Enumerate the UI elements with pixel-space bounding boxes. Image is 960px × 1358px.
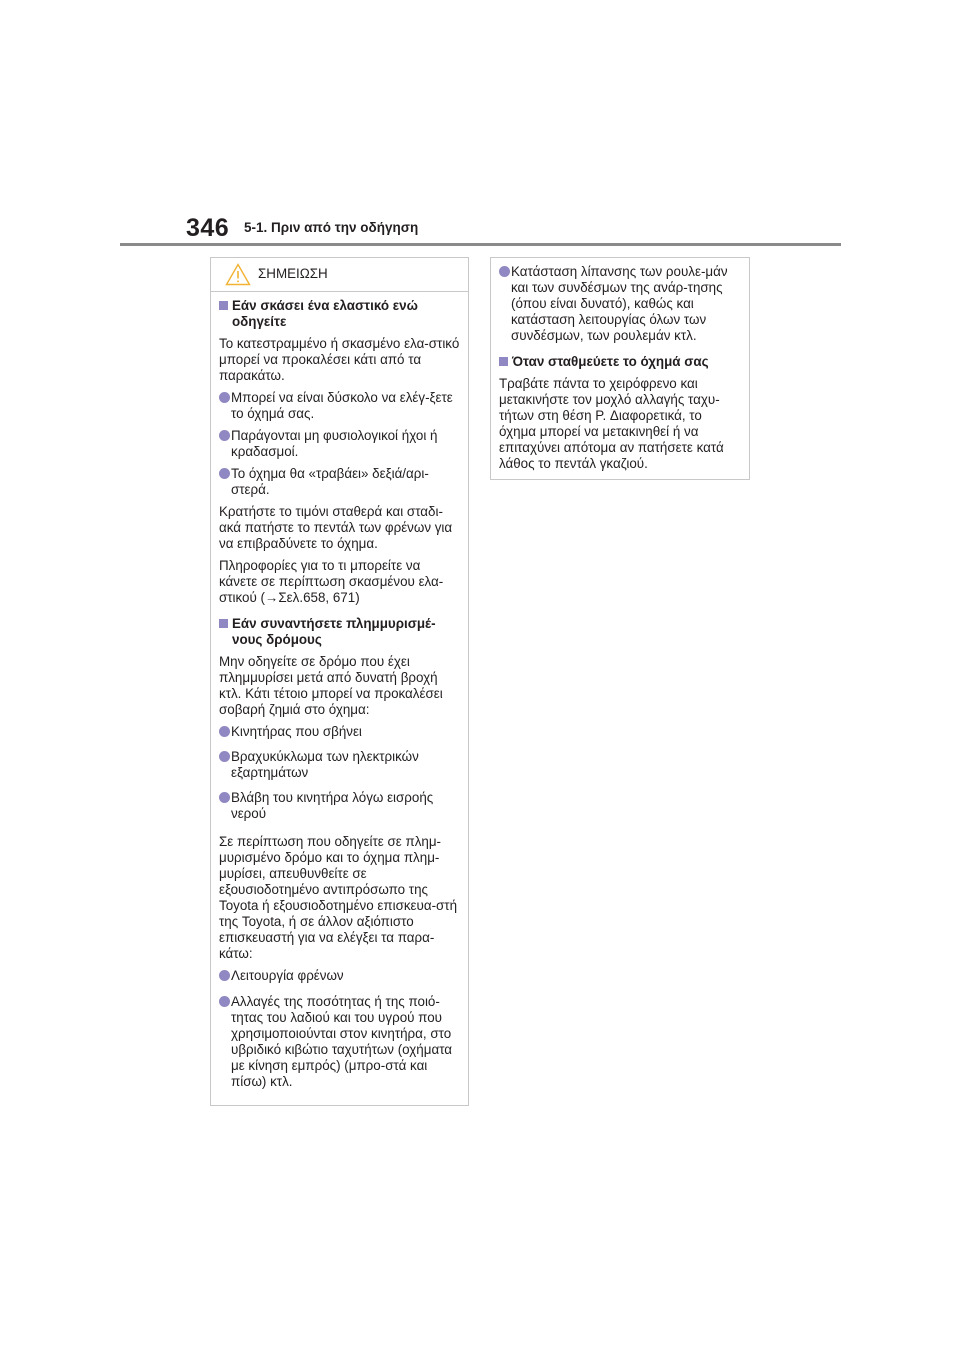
list-item-text: Βλάβη του κινητήρα λόγω εισροής νερού — [231, 790, 434, 821]
note-box-continued — [490, 257, 750, 480]
paragraph: Σε περίπτωση που οδηγείτε σε πλημ-μυρισμένο δρόμο και το όχημα πλημ-μυρίσει, απευθυνθείτε σε εξουσιοδοτημένο αντιπρόσωπο της Toyota ή εξουσιοδοτημένο επισκευα-στή της Toyota, ή σε άλλον αξιόπιστο επισκευαστή για να ελέγξει τα παρα-κάτω: — [219, 834, 458, 961]
heading-text: Εάν σκάσει ένα ελαστικό ενώ οδηγείτε — [232, 298, 418, 329]
round-bullet-icon — [219, 751, 230, 762]
heading-text: Εάν συναντήσετε πλημμυρισμέ-νους δρόμους — [232, 616, 436, 647]
page-number: 346 — [186, 214, 230, 242]
paragraph: Μην οδηγείτε σε δρόμο που έχει πλημμυρίσει μετά από δυνατή βροχή κτλ. Κάτι τέτοιο μπορεί να προκαλέσει σοβαρή ζημιά στο όχημα: — [219, 654, 443, 717]
list-item-text: Το όχημα θα «τραβάει» δεξιά/αρι-στερά. — [231, 466, 429, 497]
round-bullet-icon — [219, 468, 230, 479]
list-item — [219, 466, 461, 498]
round-bullet-icon — [219, 430, 230, 441]
list-item — [219, 968, 461, 984]
list-item — [219, 994, 461, 1090]
note-box — [210, 257, 469, 1106]
paragraph: Κρατήστε το τιμόνι σταθερά και σταδι-ακά πατήστε το πεντάλ των φρένων για να επιβραδύνετε το όχημα. — [219, 504, 453, 551]
header-rule — [120, 243, 841, 246]
list-item-text: Παράγονται μη φυσιολογικοί ήχοι ή κραδασμοί. — [231, 428, 438, 459]
list-item-text: Μπορεί να είναι δύσκολο να ελέγ-ξετε το όχημά σας. — [231, 390, 453, 421]
list-item — [219, 428, 461, 460]
round-bullet-icon — [219, 996, 230, 1007]
round-bullet-icon — [219, 392, 230, 403]
round-bullet-icon — [219, 792, 230, 803]
square-bullet-icon — [219, 619, 228, 628]
list-item-text: Λειτουργία φρένων — [231, 968, 344, 983]
heading-flooded-roads — [219, 616, 461, 648]
heading-flat-tire — [219, 298, 461, 330]
paragraph: Το κατεστραμμένο ή σκασμένο ελα-στικό μπορεί να προκαλέσει κάτι από τα παρακάτω. — [219, 336, 460, 383]
list-item — [219, 724, 461, 740]
section-title: 5-1. Πριν από την οδήγηση — [244, 220, 419, 235]
square-bullet-icon — [499, 357, 508, 366]
list-item — [219, 790, 461, 822]
round-bullet-icon — [219, 726, 230, 737]
paragraph: Πληροφορίες για το τι μπορείτε να κάνετε σε περίπτωση σκασμένου ελα-στικού (→Σελ.658, 671) — [219, 558, 444, 605]
paragraph: Τραβάτε πάντα το χειρόφρενο και μετακινήστε τον μοχλό αλλαγής ταχυ-τήτων στη θέση P. Διαφορετικά, το όχημα μπορεί να μετακινηθεί ή να επιταχύνει απότομα αν πατήσετε κατά λάθος το πεντάλ γκαζιού. — [499, 376, 724, 471]
heading-parking — [499, 354, 742, 370]
round-bullet-icon — [499, 266, 510, 277]
list-item — [219, 749, 461, 781]
note-title: ΣΗΜΕΙΩΣΗ — [258, 266, 328, 281]
list-item — [219, 390, 461, 422]
list-item-text: Αλλαγές της ποσότητας ή της ποιό-τητας του λαδιού και του υγρού που χρησιμοποιούνται στον κινητήρα, στο υβριδικό κιβώτιο ταχυτήτων (οχήματα με κίνηση εμπρός) (μπρο-στά και πίσω) κτλ. — [231, 994, 453, 1089]
list-item-text: Κατάσταση λίπανσης των ρουλε-μάν και των συνδέσμων της ανάρ-τησης (όπου είναι δυνατό), καθώς και κατάσταση λειτουργίας όλων των συνδέσμων, των ρουλεμάν κτλ. — [511, 264, 728, 343]
note-header — [211, 258, 468, 292]
heading-text: Όταν σταθμεύετε το όχημά σας — [512, 354, 709, 369]
square-bullet-icon — [219, 301, 228, 310]
list-item — [499, 264, 742, 344]
round-bullet-icon — [219, 970, 230, 981]
list-item-text: Κινητήρας που σβήνει — [231, 724, 362, 739]
warning-triangle-icon — [225, 263, 251, 286]
list-item-text: Βραχυκύκλωμα των ηλεκτρικών εξαρτημάτων — [231, 749, 419, 780]
